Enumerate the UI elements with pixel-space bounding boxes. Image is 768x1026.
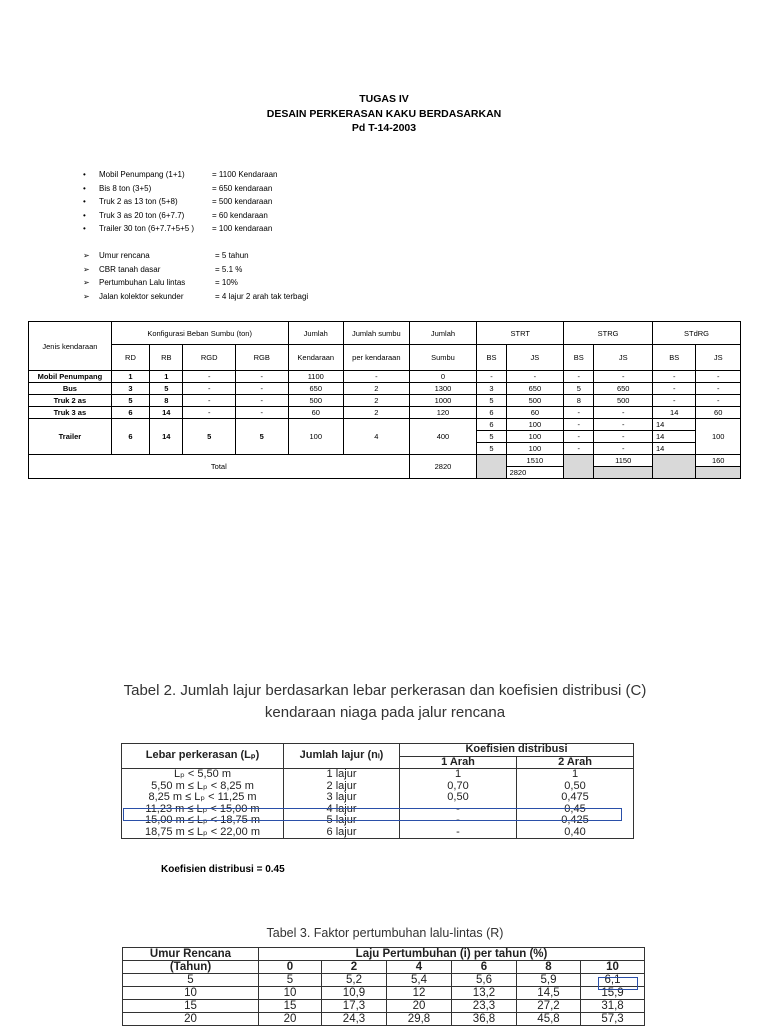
cell: 0,50 xyxy=(564,779,586,792)
table2-caption-line2: kendaraan niaga pada jalur rencana xyxy=(264,704,506,721)
cell: 2 xyxy=(344,395,410,407)
header-js: JS xyxy=(594,345,653,371)
cell: - xyxy=(594,407,653,419)
cell: 15 xyxy=(259,1000,322,1013)
list-item xyxy=(83,168,383,182)
table-row-total xyxy=(29,455,741,467)
cell: - xyxy=(594,371,653,383)
cell: 6 lajur xyxy=(326,825,357,838)
cell: 57,3 xyxy=(581,1013,645,1026)
list-item xyxy=(83,249,403,263)
vehicle-label: Mobil Penumpang (1+1) xyxy=(99,170,185,179)
header-jumlah-lajur: Jumlah lajur (nₗ) xyxy=(284,744,400,769)
cell: 8 xyxy=(564,395,594,407)
cell: - xyxy=(183,383,236,395)
cell-empty xyxy=(696,467,741,479)
cell: 14 xyxy=(653,419,696,431)
cell: 5,50 m ≤ Lₚ < 8,25 m xyxy=(151,779,254,792)
header-koefisien: Koefisien distribusi xyxy=(400,744,634,757)
total-strt: 1510 xyxy=(506,455,564,467)
lajur-column xyxy=(284,769,400,839)
cell: 60 xyxy=(696,407,741,419)
cell: 10 xyxy=(123,987,259,1000)
cell: - xyxy=(183,371,236,383)
parameter-list xyxy=(83,249,403,303)
cell: Trailer xyxy=(29,419,112,455)
cell: 400 xyxy=(409,419,477,455)
bullet-icon: • xyxy=(83,170,86,179)
cell: 500 xyxy=(506,395,564,407)
table-row xyxy=(123,987,645,1000)
cell: 14 xyxy=(150,407,183,419)
cell: 2 xyxy=(344,383,410,395)
cell: 2 xyxy=(344,407,410,419)
cell: - xyxy=(653,395,696,407)
header-bs: BS xyxy=(653,345,696,371)
header-stdrg: STdRG xyxy=(653,322,741,345)
cell: 8,25 m ≤ Lₚ < 11,25 m xyxy=(148,791,257,803)
list-item xyxy=(83,182,383,196)
header-js: JS xyxy=(696,345,741,371)
cell: - xyxy=(344,371,410,383)
cell: 10 xyxy=(259,987,322,1000)
cell: 100 xyxy=(506,419,564,431)
cell: 1100 xyxy=(288,371,344,383)
cell: 100 xyxy=(696,419,741,455)
vehicle-label: Bis 8 ton (3+5) xyxy=(99,183,152,193)
header-subtitle: DESAIN PERKERASAN KAKU BERDASARKAN xyxy=(266,107,502,120)
cell: 500 xyxy=(594,395,653,407)
cell: 27,2 xyxy=(517,1000,581,1013)
dua-arah-column xyxy=(517,769,634,839)
cell: 17,3 xyxy=(322,1000,387,1013)
table-body xyxy=(122,769,634,839)
header-jumlah: Jumlah xyxy=(288,322,344,345)
cell: 0,50 xyxy=(447,791,469,803)
cell: 14,5 xyxy=(517,987,581,1000)
cell: 29,8 xyxy=(387,1013,452,1026)
cell: 14 xyxy=(653,431,696,443)
table2-caption xyxy=(120,680,650,724)
header-jenis-kendaraan: Jenis kendaraan xyxy=(29,322,112,371)
cell: 11,23 m ≤ Lₚ < 15,00 m xyxy=(145,802,260,815)
cell: 14 xyxy=(150,419,183,455)
vehicle-label: Trailer 30 ton (6+7.7+5+5 ) xyxy=(99,224,195,233)
cell: 20 xyxy=(387,1000,452,1013)
cell: 5 xyxy=(259,974,322,987)
cell: 1 xyxy=(111,371,149,383)
lane-distribution-table xyxy=(121,743,634,839)
param-label: Umur rencana xyxy=(99,251,150,260)
header-js: JS xyxy=(506,345,564,371)
cell: - xyxy=(506,371,564,383)
header-standard: Pd T-14-2003 xyxy=(351,122,417,134)
cell: - xyxy=(653,371,696,383)
cell: - xyxy=(183,407,236,419)
cell: 5 xyxy=(235,419,288,455)
param-value: = 5 tahun xyxy=(215,251,249,260)
cell: - xyxy=(235,371,288,383)
cell: 36,8 xyxy=(452,1013,517,1026)
header-title: TUGAS IV xyxy=(359,93,409,105)
arrow-bullet-icon: ➢ xyxy=(83,291,90,301)
cell: 3 lajur xyxy=(326,791,357,803)
cell: 4 xyxy=(344,419,410,455)
cell: 6 xyxy=(477,419,506,431)
cell: 120 xyxy=(409,407,477,419)
vehicle-label: Truk 3 as 20 ton (6+7.7) xyxy=(99,210,185,220)
header-bs: BS xyxy=(477,345,506,371)
cell-empty xyxy=(564,455,594,479)
cell: 23,3 xyxy=(452,1000,517,1013)
cell: 14 xyxy=(653,407,696,419)
cell: Mobil Penumpang xyxy=(29,371,112,383)
cell: 1300 xyxy=(409,383,477,395)
cell: 8 xyxy=(150,395,183,407)
param-label: Jalan kolektor sekunder xyxy=(99,291,184,301)
cell: 15,9 xyxy=(581,987,645,1000)
rate-header: 2 xyxy=(322,961,387,974)
cell: - xyxy=(564,443,594,455)
cell: 0 xyxy=(409,371,477,383)
cell: 100 xyxy=(506,431,564,443)
vehicle-value: = 500 kendaraan xyxy=(212,197,273,206)
rate-header: 8 xyxy=(517,961,581,974)
cell: 6 xyxy=(111,419,149,455)
cell: - xyxy=(564,371,594,383)
cell-highlighted: 6,1 xyxy=(581,974,645,987)
cell: - xyxy=(235,407,288,419)
cell: 5 xyxy=(183,419,236,455)
total-label: Total xyxy=(29,455,410,479)
table-row xyxy=(29,395,741,407)
document-header xyxy=(0,92,768,136)
cell: - xyxy=(564,431,594,443)
cell: Bus xyxy=(29,383,112,395)
header-strg: STRG xyxy=(564,322,653,345)
list-item xyxy=(83,195,383,209)
header-strt: STRT xyxy=(477,322,564,345)
cell: 13,2 xyxy=(452,987,517,1000)
satu-arah-column xyxy=(400,769,517,839)
list-item xyxy=(83,263,403,277)
cell: - xyxy=(183,395,236,407)
vehicle-value: = 60 kendaraan xyxy=(212,210,268,220)
list-item xyxy=(83,276,403,290)
cell: 650 xyxy=(506,383,564,395)
table-row xyxy=(29,407,741,419)
cell: 5 xyxy=(477,443,506,455)
header-lebar: Lebar perkerasan (Lₚ) xyxy=(122,744,284,769)
cell: 3 xyxy=(111,383,149,395)
rate-header: 0 xyxy=(259,961,322,974)
cell: 15,00 m ≤ Lₚ < 18,75 m xyxy=(144,814,260,826)
cell-empty xyxy=(653,455,696,479)
cell: 4 lajur xyxy=(326,802,357,815)
cell: 5 xyxy=(477,395,506,407)
cell: 1 xyxy=(150,371,183,383)
cell: 0,45 xyxy=(564,802,586,815)
cell: 60 xyxy=(506,407,564,419)
cell: 14 xyxy=(653,443,696,455)
header-kendaraan: Kendaraan xyxy=(288,345,344,371)
table2-highlight-row xyxy=(123,808,622,821)
arrow-bullet-icon: ➢ xyxy=(83,278,90,287)
cell: - xyxy=(456,814,460,826)
lebar-column xyxy=(122,769,284,839)
cell: 650 xyxy=(594,383,653,395)
cell: 1 lajur xyxy=(326,768,357,780)
cell: 0,40 xyxy=(564,825,586,838)
header-sumbu: Sumbu xyxy=(409,345,477,371)
cell: - xyxy=(235,395,288,407)
cell: 10,9 xyxy=(322,987,387,1000)
cell: 5 lajur xyxy=(326,814,357,826)
vehicle-label: Truk 2 as 13 ton (5+8) xyxy=(99,197,178,206)
header-umur: Umur Rencana xyxy=(123,948,259,961)
header-konfigurasi: Konfigurasi Beban Sumbu (ton) xyxy=(111,322,288,345)
header-rgb: RGB xyxy=(235,345,288,371)
table-row xyxy=(29,419,741,431)
param-label: CBR tanah dasar xyxy=(99,264,161,274)
cell: - xyxy=(594,443,653,455)
vehicle-value: = 100 kendaraan xyxy=(212,224,273,233)
table3-caption: Tabel 3. Faktor pertumbuhan lalu-lintas (R) xyxy=(266,926,504,940)
cell: 18,75 m ≤ Lₚ < 22,00 m xyxy=(144,825,260,838)
param-value: = 4 lajur 2 arah tak terbagi xyxy=(215,291,309,301)
cell: - xyxy=(696,395,741,407)
header-tahun: (Tahun) xyxy=(123,961,259,974)
table-row xyxy=(123,974,645,987)
growth-factor-table xyxy=(122,947,645,1026)
table2-caption-line1: Tabel 2. Jumlah lajur berdasarkan lebar perkerasan dan koefisien distribusi (C) xyxy=(123,682,647,699)
header-2-arah: 2 Arah xyxy=(517,756,634,769)
cell-empty xyxy=(477,455,506,479)
cell: 0,475 xyxy=(561,791,589,803)
rate-header: 4 xyxy=(387,961,452,974)
header-laju: Laju Pertumbuhan (i) per tahun (%) xyxy=(259,948,645,961)
cell: - xyxy=(564,419,594,431)
cell: - xyxy=(564,407,594,419)
cell: 0,70 xyxy=(447,779,469,792)
cell: - xyxy=(653,383,696,395)
cell: 6 xyxy=(477,407,506,419)
param-label: Pertumbuhan Lalu lintas xyxy=(99,278,186,287)
cell: 20 xyxy=(123,1013,259,1026)
cell: 12 xyxy=(387,987,452,1000)
cell: 5 xyxy=(123,974,259,987)
bullet-icon: • xyxy=(83,210,86,220)
rate-header: 10 xyxy=(581,961,645,974)
list-item xyxy=(83,290,403,304)
header-rd: RD xyxy=(111,345,149,371)
cell: 15 xyxy=(123,1000,259,1013)
cell: Lₚ < 5,50 m xyxy=(174,768,231,780)
header-jumlah: Jumlah xyxy=(409,322,477,345)
table-row xyxy=(123,1000,645,1013)
cell: 24,3 xyxy=(322,1013,387,1026)
cell: 60 xyxy=(288,407,344,419)
cell: 1 xyxy=(454,768,462,780)
cell: Truk 3 as xyxy=(29,407,112,419)
cell: - xyxy=(235,383,288,395)
axle-load-table xyxy=(28,321,741,479)
table3-highlight-cell xyxy=(598,977,638,990)
cell: 2 lajur xyxy=(326,779,357,792)
bullet-icon: • xyxy=(83,183,86,193)
cell: 31,8 xyxy=(581,1000,645,1013)
cell: - xyxy=(456,802,460,815)
arrow-bullet-icon: ➢ xyxy=(83,251,90,260)
param-value: = 5.1 % xyxy=(215,264,243,274)
cell: - xyxy=(696,371,741,383)
cell: 100 xyxy=(288,419,344,455)
vehicle-value: = 650 kendaraan xyxy=(212,183,273,193)
total-stdrg: 160 xyxy=(696,455,741,467)
cell: 5,2 xyxy=(322,974,387,987)
cell: 5 xyxy=(111,395,149,407)
header-bs: BS xyxy=(564,345,594,371)
cell: 5,9 xyxy=(517,974,581,987)
cell: - xyxy=(456,825,460,838)
cell: - xyxy=(696,383,741,395)
total-sumbu: 2820 xyxy=(409,455,477,479)
cell-empty xyxy=(594,467,653,479)
header-per-kendaraan: per kendaraan xyxy=(344,345,410,371)
cell: - xyxy=(594,419,653,431)
cell: 5 xyxy=(477,431,506,443)
header-jumlah-sumbu: Jumlah sumbu xyxy=(344,322,410,345)
vehicle-list xyxy=(83,168,383,236)
list-item xyxy=(83,209,383,223)
cell: - xyxy=(477,371,506,383)
cell: 100 xyxy=(506,443,564,455)
cell: 20 xyxy=(259,1013,322,1026)
total-strg: 1150 xyxy=(594,455,653,467)
header-rgd: RGD xyxy=(183,345,236,371)
cell: 3 xyxy=(477,383,506,395)
table-row xyxy=(29,371,741,383)
header-rb: RB xyxy=(150,345,183,371)
cell: 5 xyxy=(150,383,183,395)
cell: 1000 xyxy=(409,395,477,407)
param-value: = 10% xyxy=(215,278,238,287)
grand-total: 2820 xyxy=(506,467,564,479)
koefisien-note: Koefisien distribusi = 0.45 xyxy=(161,864,285,875)
header-1-arah: 1 Arah xyxy=(400,756,517,769)
cell: 5,4 xyxy=(387,974,452,987)
bullet-icon: • xyxy=(83,224,86,233)
cell: 6 xyxy=(111,407,149,419)
cell: 5 xyxy=(564,383,594,395)
rate-header: 6 xyxy=(452,961,517,974)
cell: 650 xyxy=(288,383,344,395)
cell: 5,6 xyxy=(452,974,517,987)
cell: Truk 2 as xyxy=(29,395,112,407)
cell: 500 xyxy=(288,395,344,407)
arrow-bullet-icon: ➢ xyxy=(83,264,90,274)
list-item xyxy=(83,222,383,236)
vehicle-value: = 1100 Kendaraan xyxy=(212,170,278,179)
table-row xyxy=(29,383,741,395)
bullet-icon: • xyxy=(83,197,86,206)
cell: 1 xyxy=(571,768,579,780)
cell: 45,8 xyxy=(517,1013,581,1026)
cell: 0,425 xyxy=(561,814,589,826)
cell: - xyxy=(594,431,653,443)
